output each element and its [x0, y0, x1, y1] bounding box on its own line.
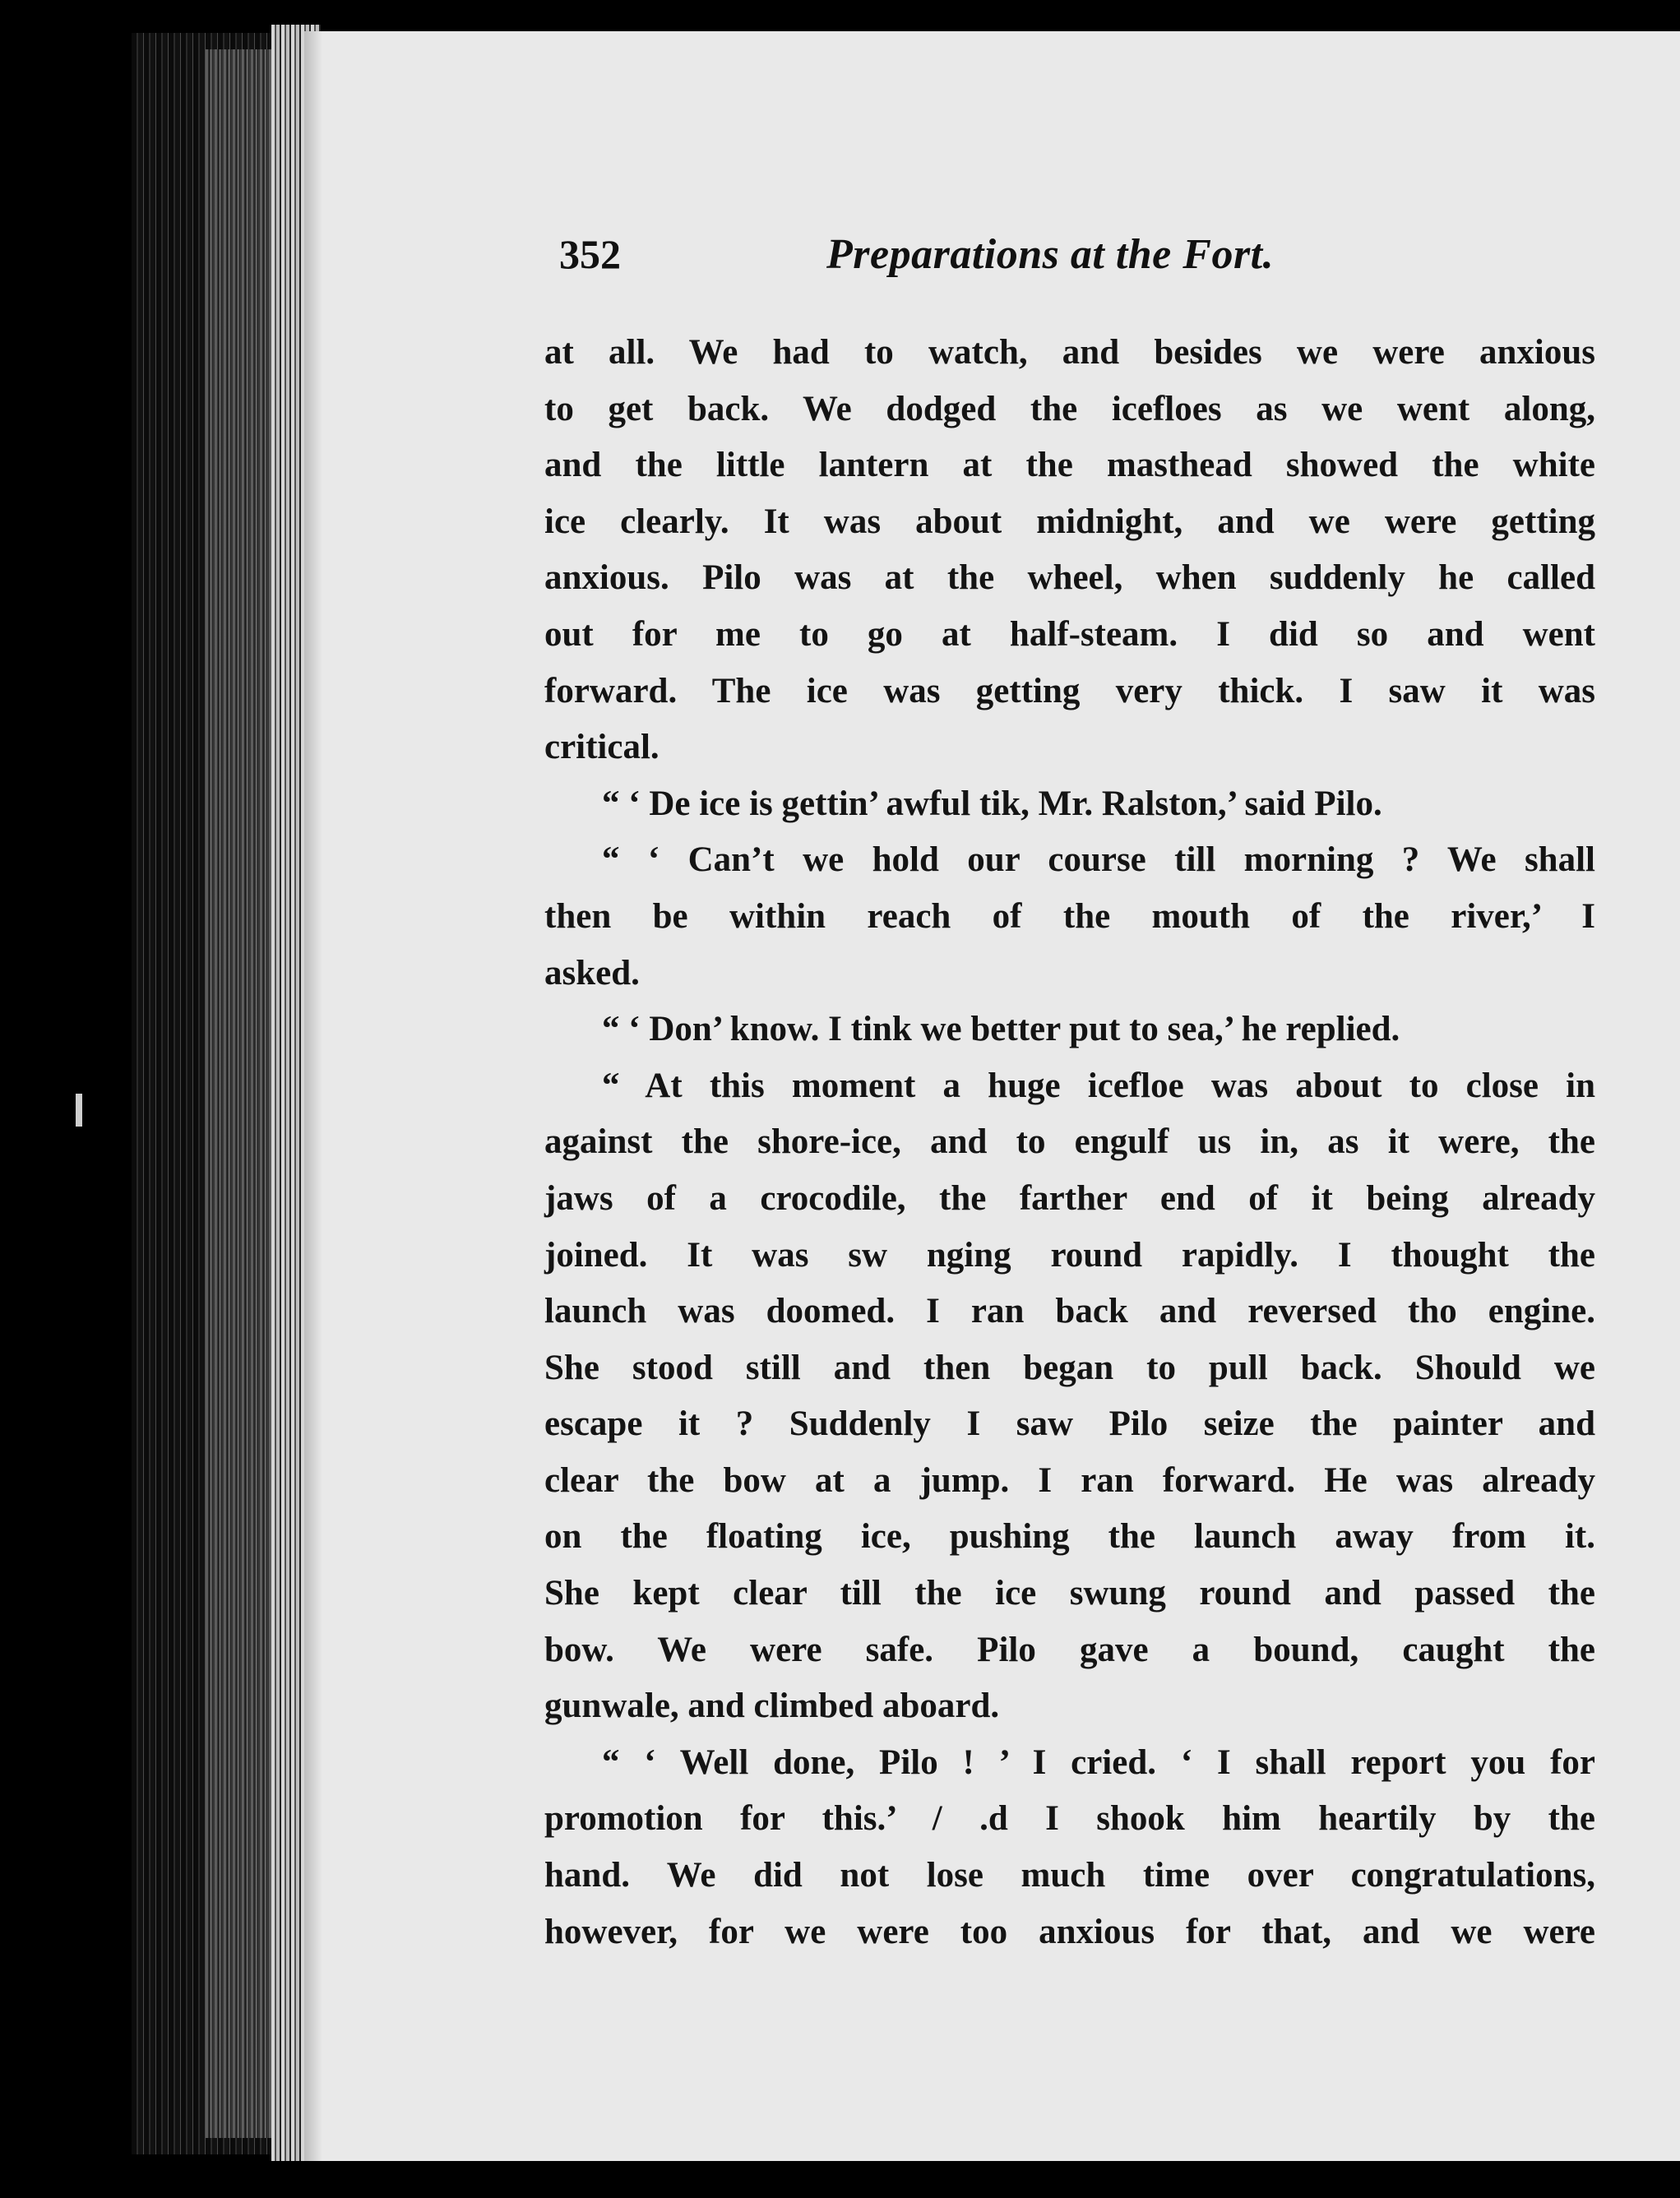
- text-line: She kept clear till the ice swung round and passed the: [544, 1574, 1595, 1613]
- text-line: “ ‘ Don’ know. I tink we better put to sea,’ he replied.: [602, 1010, 1400, 1049]
- text-line: bow. We were safe. Pilo gave a bound, caught the: [544, 1630, 1595, 1669]
- text-line: to get back. We dodged the icefloes as we went along,: [544, 389, 1595, 428]
- text-line: and the little lantern at the masthead showed the white: [544, 446, 1595, 485]
- body-text: [544, 325, 1595, 1960]
- text-line: launch was doomed. I ran back and reversed tho engine.: [544, 1292, 1595, 1331]
- page-gutter: [304, 31, 322, 2161]
- text-line: “ At this moment a huge icefloe was about to close in: [602, 1066, 1595, 1105]
- text-line: jaws of a crocodile, the farther end of it being already: [544, 1178, 1595, 1218]
- text-line: then be within reach of the mouth of the river,’ I: [544, 896, 1595, 936]
- text-line: out for me to go at half-steam. I did so and went: [544, 614, 1595, 654]
- text-line: asked.: [544, 953, 640, 993]
- text-line: clear the bow at a jump. I ran forward. He was already: [544, 1460, 1595, 1500]
- text-line: forward. The ice was getting very thick. I saw it was: [544, 671, 1595, 710]
- margin-mark: [76, 1094, 82, 1127]
- page-number: 352: [559, 231, 621, 277]
- text-line: ice clearly. It was about midnight, and we were getting: [544, 502, 1595, 541]
- text-line: however, for we were too anxious for that, and we were: [544, 1912, 1595, 1951]
- chapter-title: Preparations at the Fort.: [826, 231, 1275, 278]
- text-line: hand. We did not lose much time over congratulations,: [544, 1856, 1595, 1895]
- running-head: [559, 230, 1373, 296]
- text-line: critical.: [544, 728, 660, 767]
- text-line: “ ‘ Well done, Pilo ! ’ I cried. ‘ I shall report you for: [602, 1742, 1595, 1782]
- scan-bottom-border: [0, 2161, 1680, 2198]
- text-line: joined. It was sw nging round rapidly. I thought the: [544, 1235, 1595, 1275]
- text-line: against the shore-ice, and to engulf us in, as it were, the: [544, 1122, 1595, 1162]
- text-line: “ ‘ De ice is gettin’ awful tik, Mr. Ralston,’ said Pilo.: [602, 784, 1382, 823]
- text-line: anxious. Pilo was at the wheel, when suddenly he called: [544, 558, 1595, 598]
- text-line: She stood still and then began to pull back. Should we: [544, 1348, 1595, 1387]
- text-line: at all. We had to watch, and besides we were anxious: [544, 333, 1595, 372]
- text-line: promotion for this.’ / .d I shook him heartily by the: [544, 1799, 1595, 1839]
- text-line: escape it ? Suddenly I saw Pilo seize the painter and: [544, 1404, 1595, 1444]
- text-line: on the floating ice, pushing the launch away from it.: [544, 1517, 1595, 1557]
- text-line: “ ‘ Can’t we hold our course till morning ? We shall: [602, 840, 1595, 880]
- text-line: gunwale, and climbed aboard.: [544, 1687, 1000, 1726]
